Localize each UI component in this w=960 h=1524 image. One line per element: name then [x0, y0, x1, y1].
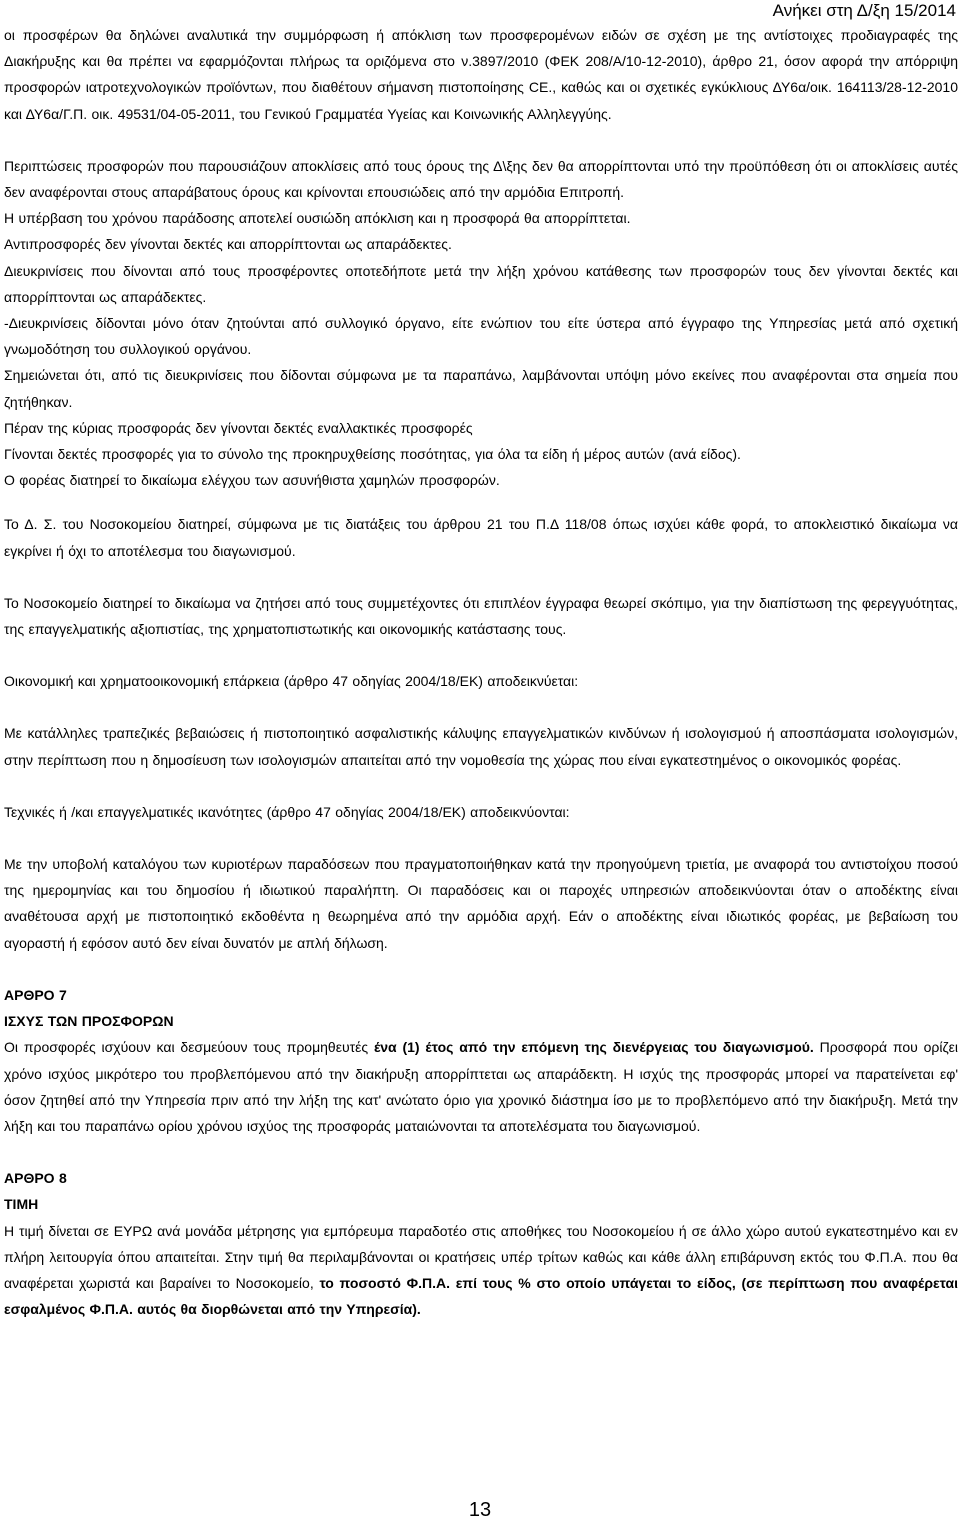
- paragraph-delivery-deviation: Η υπέρβαση του χρόνου παράδοσης αποτελεί ουσιώδη απόκλιση και η προσφορά θα απορρίπτεται.: [4, 210, 631, 227]
- paragraph-clarifications-requested: -Διευκρινίσεις δίδονται μόνο όταν ζητούνται από συλλογικό όργανο, είτε ενώπιον του είτε ύστερα από έγγραφο της Υπηρεσίας μετά από σχετική γνωμοδότηση του συλλογικού οργάνου.: [4, 315, 958, 358]
- article-8-text: [4, 1218, 958, 1323]
- article-8-text-start: Η τιμή δίνεται σε ΕΥΡΩ ανά μονάδα μέτρησης για εμπόρευμα παραδοτέο στις αποθήκες του Νοσοκομείου ή σε άλλο χώρο αυτού εγκατεστημένο και εν πλήρη λειτουργία όπου απαιτείται. Στην τιμή θα περιλαμβάνονται οι κρατήσεις υπέρ τρίτων καθώς και κάθε άλλη επιβάρυνση εκτός του Φ.Π.Α. που θα αναφέρεται χωριστά και βαραίνει το Νοσοκομείο,: [4, 1222, 958, 1291]
- article-8-title: ΤΙΜΗ: [4, 1196, 39, 1213]
- article-7-title: ΙΣΧΥΣ ΤΩΝ ΠΡΟΣΦΟΡΩΝ: [4, 1013, 174, 1030]
- header-note: Ανήκει στη Δ/ξη 15/2014: [772, 1, 956, 20]
- article-7-text-end: Προσφορά που ορίζει χρόνο ισχύος μικρότερο του προβλεπόμενου από την διακήρυξη απορρίπτεται ως απαράδεκτη. Η ισχύς της προσφοράς μπορεί να παρατείνεται εφ' όσον ζητηθεί από την Υπηρεσία πριν από την λήξη της κατ' ανώτατο όριο για χρονικό διάστημα ίσο με το προβλεπόμενο από την διακήρυξη. Μετά την λήξη και του παραπάνω ορίου χρόνου ισχύος της προσφοράς ματαιώνονται τα αποτελέσματα του διαγωνισμού.: [4, 1039, 958, 1134]
- document-body: [4, 22, 958, 1322]
- paragraph-technical-heading: Τεχνικές ή /και επαγγελματικές ικανότητες (άρθρο 47 οδηγίας 2004/18/ΕΚ) αποδεικνύονται:: [4, 803, 570, 820]
- paragraph-counteroffers: Αντιπροσφορές δεν γίνονται δεκτές και απορρίπτονται ως απαράδεκτες.: [4, 236, 452, 253]
- paragraph-compliance: οι προσφέρων θα δηλώνει αναλυτικά την συμμόρφωση ή απόκλιση των προσφερομένων ειδών σε σχέση με της αντίστοιχες προδιαγραφές της Διακήρυξης και θα πρέπει να εφαρμόζονται πλήρως τα οριζόμενα στο ν.3897/2010 (ΦΕΚ 208/Α/10-12-2010), άρθρο 21, όσον αφορά την απόρριψη προσφορών ιατροτεχνολογικών προϊόντων, που διαθέτουν σήμανση πιστοποίησης CE., καθώς και οι σχετικές εγκύκλιους ΔΥ6α/οικ. 164113/28-12-2010 και ΔΥ6α/Γ.Π. οικ. 49531/04-05-2011, του Γενικού Γραμματέα Υγείας και Κοινωνικής Αλληλεγγύης.: [4, 27, 958, 122]
- article-7-text: [4, 1034, 958, 1139]
- article-7-validity-period: ένα (1) έτος από την επόμενη της διενέργειας του διαγωνισμού.: [373, 1039, 814, 1056]
- paragraph-hospital-documents: Το Νοσοκομείο διατηρεί το δικαίωμα να ζητήσει από τους συμμετέχοντες ότι επιπλέον έγγραφα θεωρεί σκόπιμο, για την διαπίστωση της φερεγγυότητας, της επαγγελματικής αξιοπιστίας, της χρηματοπιστωτικής και οικονομικής κατάστασης τους.: [4, 594, 958, 638]
- paragraph-financial-heading: Οικονομική και χρηματοοικονομική επάρκεια (άρθρο 47 οδηγίας 2004/18/ΕΚ) αποδεικνύεται:: [4, 673, 579, 690]
- article-7-number: ΑΡΘΡΟ 7: [4, 986, 67, 1003]
- paragraph-alternative-offers: Πέραν της κύριας προσφοράς δεν γίνονται δεκτές εναλλακτικές προσφορές: [4, 419, 473, 436]
- article-7-text-start: Οι προσφορές ισχύουν και δεσμεύουν τους προμηθευτές: [4, 1039, 374, 1056]
- paragraph-technical-proof: Με την υποβολή καταλόγου των κυριοτέρων παραδόσεων που πραγματοποιήθηκαν κατά την προηγούμενη τριετία, με αναφορά του αντιστοίχου ποσού της ημερομηνίας και του δημοσίου ή ιδιωτικού παραλήπτη. Οι παραδόσεις και οι παροχές υπηρεσιών αποδεικνύονται όταν ο αποδέκτης είναι αναθέτουσα αρχή με πιστοποιητικό εκδοθέντα η θεωρημένα από την αρμόδια αρχή. Εάν ο αποδέκτης είναι ιδιωτικός φορέας, με βεβαίωση του αγοραστή ή εφόσον αυτό δεν είναι δυνατόν με απλή δήλωση.: [4, 856, 958, 951]
- paragraph-partial-offers: Γίνονται δεκτές προσφορές για το σύνολο της προκηρυχθείσης ποσότητας, για όλα τα είδη ή μέρος αυτών (ανά είδος).: [4, 446, 741, 463]
- article-8-vat-clause: το ποσοστό Φ.Π.Α. επί τους % στο οποίο υπάγεται το είδος, (σε περίπτωση που αναφέρεται εσφαλμένος Φ.Π.Α. αυτός θα διορθώνεται από την Υπηρεσία).: [4, 1274, 958, 1318]
- paragraph-financial-proof: Με κατάλληλες τραπεζικές βεβαιώσεις ή πιστοποιητικό ασφαλιστικής κάλυψης επαγγελματικών κινδύνων ή ισολογισμού ή αποσπάσματα ισολογισμών, στην περίπτωση που η δημοσίευση των ισολογισμών απαιτείται από την νομοθεσία της χώρας που είναι εγκατεστημένος ο οικονομικός φορέας.: [4, 725, 958, 768]
- paragraph-clarifications-scope: Σημειώνεται ότι, από τις διευκρινίσεις που δίδονται σύμφωνα με τα παραπάνω, λαμβάνονται υπόψη μόνο εκείνες που αναφέρονται στα σημεία που ζητήθηκαν.: [4, 367, 958, 410]
- article-8-number: ΑΡΘΡΟ 8: [4, 1170, 67, 1187]
- paragraph-deviations: Περιπτώσεις προσφορών που παρουσιάζουν αποκλίσεις από τους όρους της Δ\ξης δεν θα απορρίπτονται υπό την προϋπόθεση ότι οι αποκλίσεις αυτές δεν αναφέρονται στους απαράβατους όρους και κρίνονται επουσιώδεις από την αρμόδια Επιτροπή.: [4, 157, 958, 201]
- paragraph-board-approval: Το Δ. Σ. του Νοσοκομείου διατηρεί, σύμφωνα με τις διατάξεις του άρθρου 21 του Π.Δ 118/08 όπως ισχύει κάθε φορά, το αποκλειστικό δικαίωμα να εγκρίνει ή όχι το αποτέλεσμα του διαγωνισμού.: [4, 516, 958, 559]
- page-number: 13: [468, 1499, 492, 1521]
- paragraph-clarifications-late: Διευκρινίσεις που δίνονται από τους προσφέροντες οποτεδήποτε μετά την λήξη χρόνου κατάθεσης των προσφορών τους δεν γίνονται δεκτές και απορρίπτονται ως απαράδεκτες.: [4, 262, 958, 305]
- paragraph-low-offers: Ο φορέας διατηρεί το δικαίωμα ελέγχου των ασυνήθιστα χαμηλών προσφορών.: [4, 472, 500, 489]
